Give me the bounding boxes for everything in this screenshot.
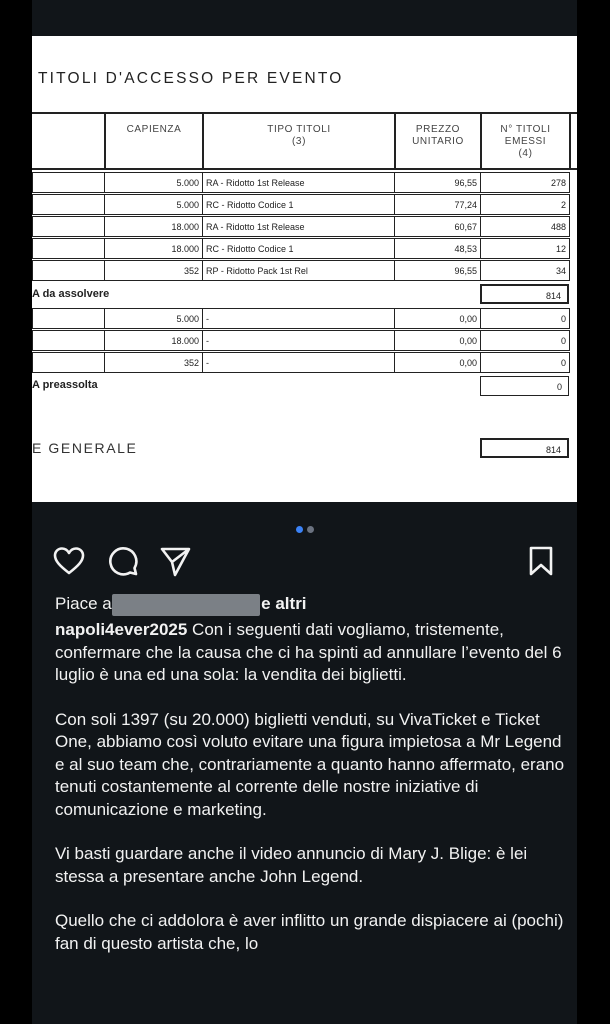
subtotal-label: A da assolvere [32,288,110,300]
caption-paragraph: Con soli 1397 (su 20.000) biglietti venduti, su VivaTicket e Ticket One, abbiamo così voluto evitare una figura impietosa a Mr Legend e al suo team che, contrariamente a quanto hanno affermato, erano tenuti costantemente al corrente delle nostre iniziative di comunicazione e marketing. [55,709,565,819]
table-cell-emessi: 0 [480,308,570,329]
table-cell-emessi: 0 [480,352,570,373]
column-divider [569,112,571,169]
document-title: TITOLI D'ACCESSO PER EVENTO [38,70,344,87]
carousel-dot[interactable] [307,526,314,533]
caption-paragraph [55,619,565,687]
table-cell-capienza: 352 [104,260,203,281]
table-cell-emessi: 2 [480,194,570,215]
table-cell-lead [32,352,105,373]
table-cell-prezzo: 48,53 [394,238,481,259]
likes-prefix: Piace a [55,594,112,613]
table-cell-capienza: 5.000 [104,194,203,215]
table-cell-capienza: 18.000 [104,216,203,237]
table-cell-lead [32,308,105,329]
table-cell-lead [32,194,105,215]
send-icon[interactable] [158,544,192,578]
pre-value: 0 [480,376,569,396]
table-cell-lead [32,216,105,237]
post-actions [52,544,557,578]
table-cell-tipo: - [202,330,395,351]
header-tipo-titoli: TIPO TITOLI (3) [267,124,331,147]
table-cell-emessi: 488 [480,216,570,237]
table-cell-emessi: 0 [480,330,570,351]
table-cell-prezzo: 96,55 [394,260,481,281]
post-caption [55,593,565,977]
table-cell-tipo: RC - Ridotto Codice 1 [202,194,395,215]
subtotal-value: 814 [480,284,569,304]
pre-label: A preassolta [32,379,98,391]
post-image-document[interactable] [32,36,577,502]
table-cell-tipo: RA - Ridotto 1st Release [202,172,395,193]
table-cell-capienza: 18.000 [104,330,203,351]
table-cell-tipo: RP - Ridotto Pack 1st Rel [202,260,395,281]
table-cell-prezzo: 96,55 [394,172,481,193]
table-cell-prezzo: 0,00 [394,352,481,373]
total-value: 814 [480,438,569,458]
total-label: E GENERALE [32,440,138,456]
header-bottom-rule [32,168,577,170]
table-cell-lead [32,330,105,351]
likes-suffix: e altri [261,594,307,613]
table-cell-tipo: - [202,352,395,373]
table-cell-lead [32,238,105,259]
carousel-indicator [32,520,577,538]
table-cell-tipo: RC - Ridotto Codice 1 [202,238,395,259]
likes-line[interactable] [55,593,565,619]
header-titoli-emessi: N° TITOLI EMESSI (4) [500,124,551,159]
table-cell-emessi: 34 [480,260,570,281]
table-cell-prezzo: 0,00 [394,330,481,351]
table-cell-capienza: 5.000 [104,172,203,193]
table-cell-capienza: 5.000 [104,308,203,329]
table-cell-lead [32,260,105,281]
heart-icon[interactable] [52,544,86,578]
bookmark-icon[interactable] [524,544,558,578]
header-capienza: CAPIENZA [126,124,182,135]
caption-paragraph: Quello che ci addolora è aver inflitto un grande dispiacere ai (pochi) fan di questo artista che, lo [55,911,564,953]
column-divider [104,112,106,169]
header-top-rule [32,112,577,114]
caption-text: Con i seguenti dati vogliamo, tristemente, confermare che la causa che ci ha spinti ad annullare l’evento del 6 luglio è una ed una sola: la vendita dei biglietti. [55,620,562,684]
instagram-post-screen [32,0,577,1024]
table-cell-lead [32,172,105,193]
post-username[interactable]: napoli4ever2025 [55,620,188,639]
table-cell-emessi: 278 [480,172,570,193]
header-prezzo: PREZZO UNITARIO [412,124,464,147]
carousel-dot-active[interactable] [296,526,303,533]
table-cell-tipo: RA - Ridotto 1st Release [202,216,395,237]
table-cell-capienza: 352 [104,352,203,373]
table-cell-prezzo: 77,24 [394,194,481,215]
table-cell-capienza: 18.000 [104,238,203,259]
caption-paragraph: Vi basti guardare anche il video annuncio di Mary J. Blige: è lei stessa a presentare anche John Legend. [55,844,528,886]
table-cell-prezzo: 0,00 [394,308,481,329]
table-cell-tipo: - [202,308,395,329]
redacted-username [112,594,260,616]
table-cell-emessi: 12 [480,238,570,259]
top-bar [32,0,577,36]
comment-icon[interactable] [106,544,140,578]
table-cell-prezzo: 60,67 [394,216,481,237]
